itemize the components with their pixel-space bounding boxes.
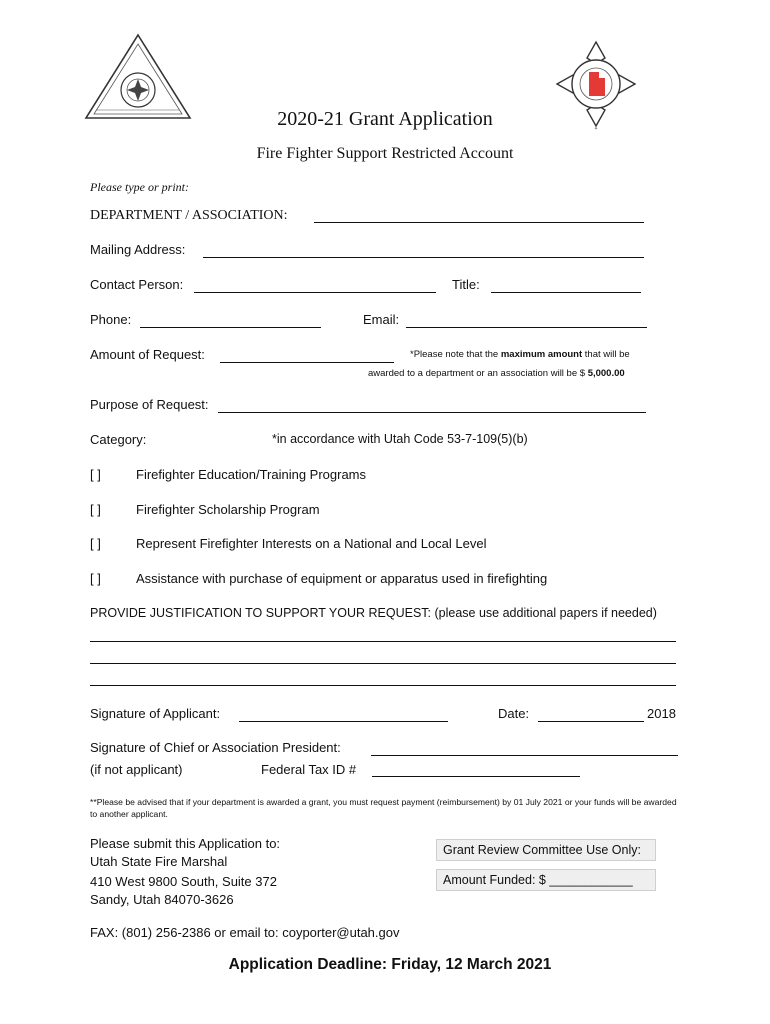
justification-line[interactable] [90, 641, 676, 642]
page-title: 2020-21 Grant Application [277, 108, 493, 130]
signature-chief-field[interactable] [371, 755, 678, 756]
category-option-equipment: Assistance with purchase of equipment or apparatus used in firefighting [136, 571, 548, 586]
email-label: Email: [363, 312, 400, 327]
justification-line[interactable] [90, 685, 676, 686]
mailing-address-label: Mailing Address: [90, 242, 186, 257]
submit-recipient: Utah State Fire Marshal [90, 854, 228, 869]
amount-note-line1: *Please note that the maximum amount that will be [410, 349, 630, 360]
contact-person-field[interactable] [194, 292, 436, 293]
submit-instruction: Please submit this Application to: [90, 836, 281, 851]
category-option-education: Firefighter Education/Training Programs [136, 467, 367, 482]
committee-use-box: Grant Review Committee Use Only: [436, 839, 656, 861]
category-option-interests: Represent Firefighter Interests on a National and Local Level [136, 536, 487, 551]
department-field[interactable] [314, 222, 644, 223]
not-applicant-note: (if not applicant) [90, 762, 183, 777]
phone-field[interactable] [140, 327, 321, 328]
category-checkbox[interactable]: [ ] [90, 502, 101, 517]
amount-of-request-field[interactable] [220, 362, 394, 363]
contact-person-label: Contact Person: [90, 277, 184, 292]
signature-applicant-label: Signature of Applicant: [90, 706, 221, 721]
federal-tax-id-field[interactable] [372, 776, 580, 777]
mailing-address-field[interactable] [203, 257, 644, 258]
submit-city: Sandy, Utah 84070-3626 [90, 892, 234, 907]
category-checkbox[interactable]: [ ] [90, 467, 101, 482]
fax-email-line: FAX: (801) 256-2386 or email to: coyporter@utah.gov [90, 925, 400, 940]
application-deadline: Application Deadline: Friday, 12 March 2021 [228, 956, 552, 973]
category-checkbox[interactable]: [ ] [90, 571, 101, 586]
category-checkbox[interactable]: [ ] [90, 536, 101, 551]
title-label: Title: [452, 277, 480, 292]
svg-text:✦: ✦ [593, 126, 599, 132]
purpose-field[interactable] [218, 412, 646, 413]
phone-label: Phone: [90, 312, 132, 327]
email-field[interactable] [406, 327, 647, 328]
date-year: 2018 [647, 706, 676, 721]
justification-heading: PROVIDE JUSTIFICATION TO SUPPORT YOUR REQUEST: (please use additional papers if needed) [90, 606, 657, 620]
signature-chief-label: Signature of Chief or Association President: [90, 740, 341, 755]
category-note: *in accordance with Utah Code 53-7-109(5)(b) [272, 432, 528, 446]
date-label: Date: [498, 706, 530, 721]
instruction-text: Please type or print: [90, 180, 189, 194]
purpose-label: Purpose of Request: [90, 397, 209, 412]
title-field[interactable] [491, 292, 641, 293]
category-label: Category: [90, 432, 147, 447]
signature-applicant-field[interactable] [239, 721, 448, 722]
federal-tax-id-label: Federal Tax ID # [261, 762, 357, 777]
department-label: DEPARTMENT / ASSOCIATION: [90, 208, 288, 223]
amount-note-line2: awarded to a department or an association will be $ 5,000.00 [368, 368, 625, 379]
justification-line[interactable] [90, 663, 676, 664]
amount-of-request-label: Amount of Request: [90, 347, 205, 362]
date-field[interactable] [538, 721, 644, 722]
page-subtitle: Fire Fighter Support Restricted Account [256, 145, 514, 162]
category-option-scholarship: Firefighter Scholarship Program [136, 502, 320, 517]
amount-funded-box: Amount Funded: $ ____________ [436, 869, 656, 891]
advisory-note: **Please be advised that if your department is awarded a grant, you must request payment (reimbursement) by 01 July 2021 or your funds will be awarded to another applicant. [90, 797, 677, 819]
submit-street: 410 West 9800 South, Suite 372 [90, 874, 277, 889]
